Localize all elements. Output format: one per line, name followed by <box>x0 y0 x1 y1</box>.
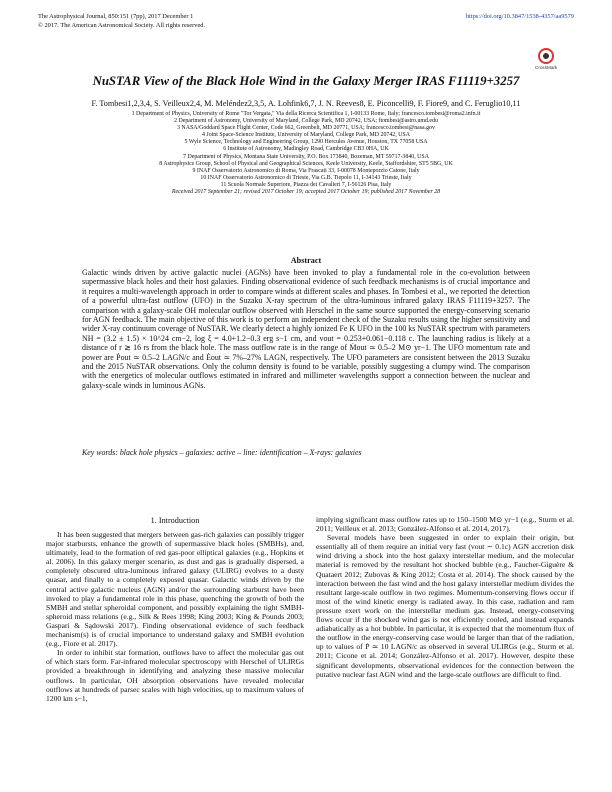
crossmark-label: CrossMark <box>535 65 558 70</box>
abstract-heading: Abstract <box>290 256 322 265</box>
crossmark-badge[interactable] <box>535 48 557 70</box>
abstract-text: Galactic winds driven by active galactic nuclei (AGNs) have been invoked to play a fundamental role in the co-evolution between supermassive black holes and their host galaxies. Finding observational evidence of such feedback mechanisms is of crucial importance and it requires a multi-wavelength approach in order to compare winds at different scales and phases. In Tombesi et al., we reported the detection of a powerful ultra-fast outflow (UFO) in the Suzaku X-ray spectrum of the ultra-luminous infrared galaxy IRAS F11119+3257. The comparison with a galaxy-scale OH molecular outflow observed with Herschel in the same source supported the energy-conserving scenario for AGN feedback. The main objective of this work is to perform an independent check of the Suzaku results using the higher sensitivity and wider X-ray continuum coverage of NuSTAR. We clearly detect a highly ionized Fe K UFO in the 100 ks NuSTAR spectrum with parameters NH = (3.2 ± 1.5) × 10^24 cm−2, log ξ = 4.0+1.2−0.3 erg s−1 cm, and vout = 0.253+0.061−0.118 c. The launching radius is likely at a distance of r ≳ 16 rs from the black hole. The mass outflow rate is in the range of Ṁout ≃ 0.5–2 M⊙ yr−1. The UFO momentum rate and power are Ṗout ≃ 0.5–2 LAGN/c and Ėout ≃ 7%–27% LAGN, respectively. The UFO parameters are consistent between the 2013 Suzaku and the 2015 NuSTAR observations. Only the column density is found to be variable, possibly suggesting a clumpy wind. The comparison with the energetics of molecular outflows estimated in infrared and millimeter wavelengths support a connection between the nuclear and galaxy-scale winds in luminous AGNs. <box>82 268 530 390</box>
keywords: Key words: black hole physics – galaxies: active – line: identification – X-rays: galaxies <box>82 448 362 457</box>
affiliation-10: 10 INAF Osservatorio Astronomico di Trieste, Via G.B. Tiepolo 11, I-34143 Trieste, Italy <box>200 174 412 181</box>
affiliation-5: 5 Wyle Science, Technology and Engineering Group, 1290 Hercules Avenue, Houston, TX 77058 USA <box>184 139 428 146</box>
paragraph: It has been suggested that mergers between gas-rich galaxies can possibly trigger major starbursts, enhance the growth of supermassive black holes (SMBHs), and, ultimately, lead to the formation of red gas-poor elliptical galaxies (e.g., Hopkins et al. 2006). In this galaxy merger scenario, as dust and gas is gradually dispersed, a completely obscured ultra-luminous infrared galaxy (ULIRG) evolves to a dusty quasar, and finally to a completely exposed quasar. Galactic winds driven by the central active galactic nucleus (AGN) and/or the surrounding starburst have been invoked to play a fundamental role in this phase, quenching the growth of both the SMBH and stellar spheroidal component, and possibly explaining the tight SMBH-spheroid mass relations (e.g., Silk & Rees 1998; King 2003; King & Pounds 2003; Gaspari & Sądowski 2017). Finding observational evidence of such feedback mechanism(s) is of crucial importance to understand galaxy and SMBH evolution (e.g., Fiore et al. 2017). <box>46 530 304 649</box>
copyright-line: © 2017. The American Astronomical Society. All rights reserved. <box>38 22 206 29</box>
doi-link[interactable]: https://doi.org/10.3847/1538-4357/aa9579 <box>465 13 574 20</box>
affiliation-6: 6 Institute of Astronomy, Madingley Road, Cambridge CB3 0HA, UK <box>223 146 389 153</box>
affiliation-block <box>40 111 572 196</box>
paragraph: In order to inhibit star formation, outflows have to affect the molecular gas out of which stars form. Far-infrared molecular spectroscopy with Herschel of ULIRGs provided a breakthrough in identifying and analyzing these massive molecular outflows. In particular, OH absorption observations have revealed molecular outflows at hundreds of parsec scales with high velocities, up to maximum values of 1200 km s−1, <box>46 648 304 703</box>
crossmark-icon <box>538 48 554 64</box>
affiliation-1: 1 Department of Physics, University of Rome "Tor Vergata," Via della Ricerca Scientifica 1, I-00133 Rome, Italy; francesco.tombesi@roma2.infn.it <box>131 111 481 117</box>
body-column-right <box>316 515 574 679</box>
received-dates: Received 2017 September 21; revised 2017 October 19; accepted 2017 October 19; published 2017 November 28 <box>171 189 441 196</box>
paragraph: Several models have been suggested in order to explain their origin, but essentially all of them require an initial very fast (vout ∼ 0.1c) AGN accretion disk wind driving a shock into the host galaxy interstellar medium, and the molecular material is removed by the resultant hot shocked bubble (e.g., Faucher-Giguère & Quataert 2012; Zubovas & King 2012; Costa et al. 2014). The shock caused by the interaction between the fast wind and the host galaxy interstellar medium divides the resultant large-scale outflow in two regimes. Momentum-conserving flows occur if most of the wind kinetic energy is radiated away. In this case, radiation and ram pressure exert work on the interstellar medium gas. Instead, energy-conserving flows occur if the shocked wind gas is not efficiently cooled, and instead expands adiabatically as a hot bubble. In particular, it is expected that the momentum flux of the outflow in the energy-conserving case would be larger than that of the radiation, up to values of Ṗ ≃ 10 LAGN/c as observed in several ULIRGs (e.g., Sturm et al. 2011; Cicone et al. 2014; González-Alfonso et al. 2017). However, despite these significant developments, observational evidences for the connection between the putative nuclear fast AGN wind and the large-scale outflows are difficult to find. <box>316 533 574 679</box>
affiliation-11: 11 Scuola Normale Superiore, Piazza dei Cavalieri 7, I-56126 Pisa, Italy <box>220 181 392 188</box>
paragraph: implying significant mass outflow rates up to 150–1500 M⊙ yr−1 (e.g., Sturm et al. 2011; Veilleux et al. 2013; González-Alfonso et al. 2014, 2017). <box>316 515 574 534</box>
journal-citation: The Astrophysical Journal, 850:151 (7pp), 2017 December 1 <box>38 13 194 20</box>
paper-title: NuSTAR View of the Black Hole Wind in the Galaxy Merger IRAS F11119+3257 <box>92 74 520 88</box>
body-column-left <box>46 530 304 703</box>
running-header <box>38 12 574 29</box>
affiliation-8: 8 Astrophysics Group, School of Physical and Geographical Sciences, Keele University, Keele, Staffordshire, ST5 5BG, UK <box>159 160 453 167</box>
affiliation-9: 9 INAF Osservatorio Astronomico di Roma, Via Frascati 33, I-00078 Monteporzio Catone, Italy <box>192 167 420 174</box>
affiliation-2: 2 Department of Astronomy, University of Maryland, College Park, MD 20742, USA; ftombesi@astro.umd.edu <box>174 118 438 125</box>
authors-text: F. Tombesi1,2,3,4, S. Veilleux2,4, M. Meléndez2,3,5, A. Lohfink6,7, J. N. Reeves8, E. Piconcelli9, F. Fiore9, and C. Feruglio10,11 <box>91 99 521 108</box>
affiliation-4: 4 Joint Space-Science Institute, University of Maryland, College Park, MD 20742, USA <box>202 132 410 139</box>
affiliation-3: 3 NASA/Goddard Space Flight Center, Code 662, Greenbelt, MD 20771, USA; francesco.tombesi@nasa.gov <box>177 125 435 132</box>
section-heading-introduction: 1. Introduction <box>150 516 200 525</box>
affiliation-7: 7 Department of Physics, Montana State University, P.O. Box 173840, Bozeman, MT 59717-3840, USA <box>183 153 429 160</box>
author-list <box>30 99 582 109</box>
